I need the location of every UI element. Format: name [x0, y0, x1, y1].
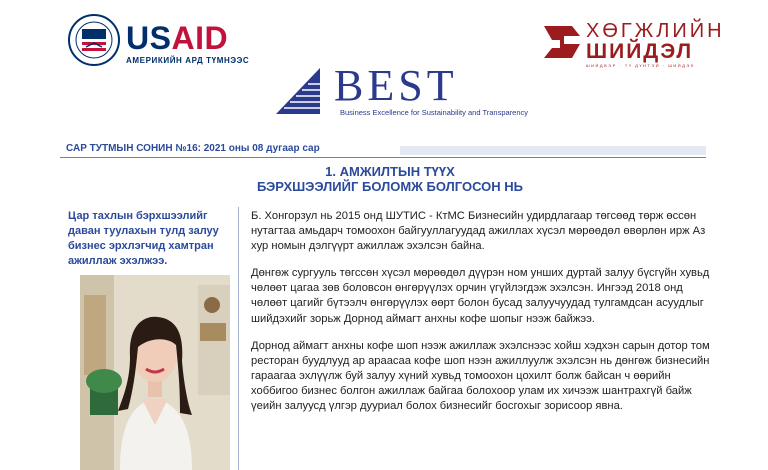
article-paragraph-3: Дорнод аймагт анхны кофе шоп нээж ажиллаж эхэлснээс хойш хэдхэн сарын дотор том ресторан буудлууд ар араасаа кофе шоп нээн ажиллуулж эхэлсэн нь дөнгөж бизнесийн гараагаа эхлүүлж буй залуу хүний хувьд томоохон цохилт болж байсан ч өөрийн хоббигоо бизнес болгон ажиллаж байгаа болохоор улам их хичээж шантрахгүй байж үеийн залуусд үлгэр дууриал болох бизнесийг босгохыг зорисоор явна. [251, 339, 710, 413]
best-logo [272, 61, 529, 124]
portrait-photo [80, 275, 230, 470]
article-title [180, 164, 600, 194]
article-body [251, 209, 711, 426]
hs-mark-icon [542, 22, 582, 62]
hs-line2: ШИЙДЭЛ [586, 40, 694, 63]
hs-line1: ХӨГЖЛИЙН [586, 20, 725, 42]
hs-logo [542, 20, 732, 70]
best-wordmark: BEST [334, 61, 458, 110]
article-paragraph-2: Дөнгөж сургууль төгссөн хүсэл мөрөөдөл дүүрэн ном унших дуртай залуу бүсгүйн хувьд чөлөөт цагаа зөв боловсон өнгөрүүлэх орчин үгүйлэгдэж эхэлсэн. Ингээд 2018 онд чөлөөт цагийг бүтээлч өнгөрүүлэх өөрт болон бусад залуучуудад тулгамдсан асуудлыг шийдэхийг зорьж Дорнод аймагт анхны кофе шопыг нээж байжээ. [251, 267, 710, 325]
sidebar-quote: Цар тахлын бэрхшээлийг даван туулахын тулд залуу бизнес эрхлэгчид хамтран ажиллаж эхэлжээ. [68, 210, 219, 267]
portrait-illustration [80, 275, 230, 470]
newsletter-issue: САР ТУТМЫН СОНИН №16: 2021 оны 08 дугаар сар [66, 143, 320, 154]
article-title-line2: БЭРХШЭЭЛИЙГ БОЛОМЖ БОЛГОСОН НЬ [257, 179, 523, 194]
usaid-wordmark: USAID [126, 20, 229, 56]
best-subtitle: Business Excellence for Sustainability and Transparency [340, 108, 529, 117]
column-divider [238, 207, 239, 470]
newsletter-bar [60, 140, 706, 158]
usaid-subtitle: АМЕРИКИЙН АРД ТҮМНЭЭС [126, 56, 250, 65]
usaid-logo [68, 14, 258, 76]
article-title-line1: 1. АМЖИЛТЫН ТҮҮХ [325, 164, 455, 179]
article-paragraph-1: Б. Хонгорзул нь 2015 онд ШУТИС - КтМС Бизнесийн удирдлагаар төгсөөд төрж өссөн нутагтаа амьдарч томоохон байгууллагуудад ажиллах хүсэл мөрөөдөл өвөрлөн ирж Аз хур номын дэлгүүрт ажиллаж эхэлсэн байна. [251, 210, 706, 253]
hs-tagline: ШИЙДВЭР · ТҮ ДҮНТЭЙ · ШИЙДЭЛ [586, 63, 695, 68]
newsletter-bar-fill [400, 146, 706, 155]
usaid-seal-icon [68, 14, 120, 66]
